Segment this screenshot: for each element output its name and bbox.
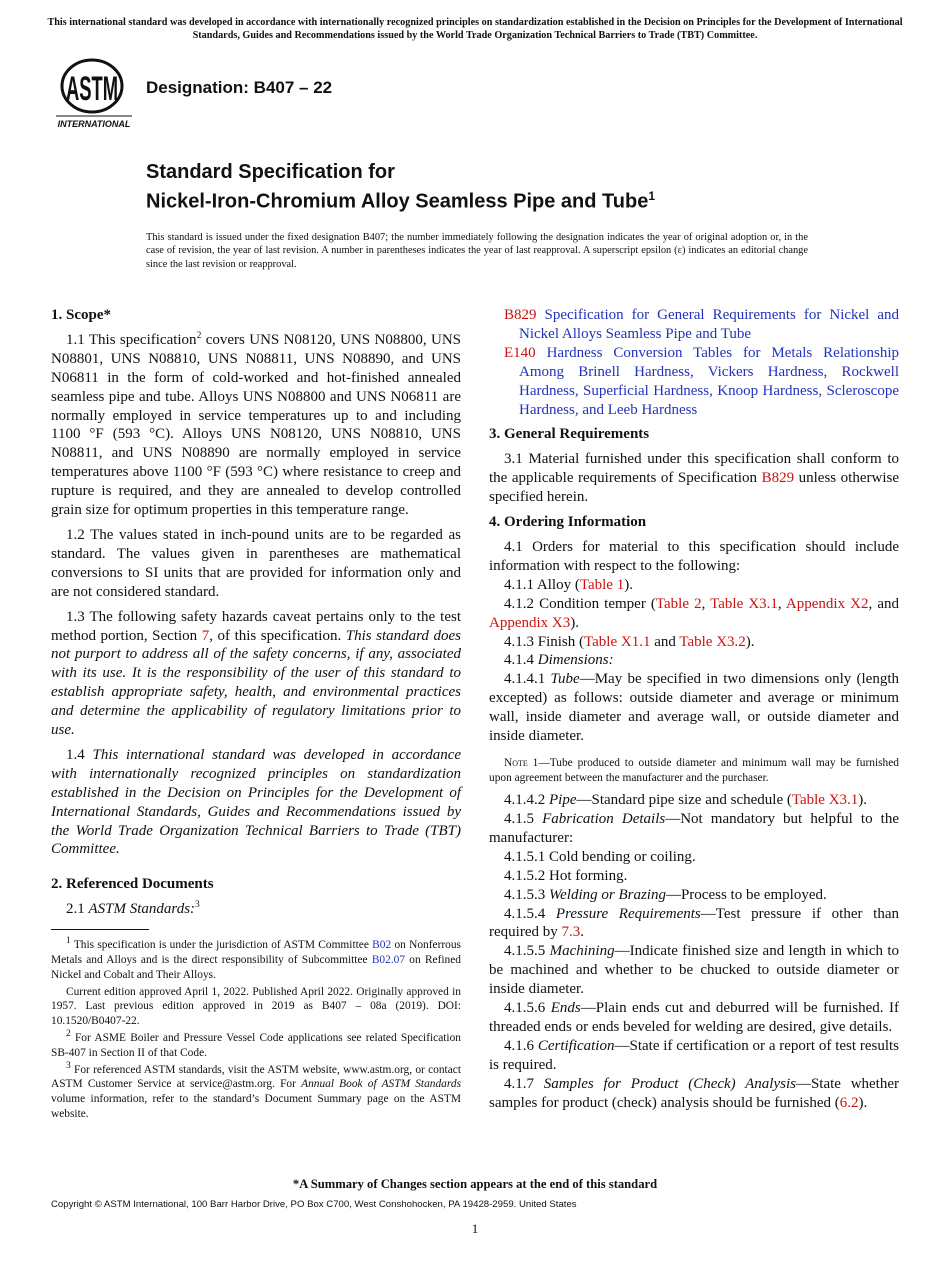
cross-reference-link[interactable]: Table 1 — [579, 576, 625, 593]
cross-reference-link[interactable]: Table X3.2 — [679, 633, 746, 650]
paragraph-4-1-5-4 — [489, 905, 899, 943]
text-run: Pipe — [549, 792, 577, 809]
paragraph-4-1-1 — [489, 576, 899, 595]
text-run: —State if certification or a report of test results is required. — [489, 1037, 899, 1073]
text-run: 4.1.4.2 — [504, 792, 549, 809]
text-run: on Refined Nickel and Cobalt and Their Alloys. — [51, 953, 461, 981]
cross-reference-link[interactable]: 7 — [201, 627, 210, 644]
text-run: ). — [624, 576, 633, 593]
text-run: Tube — [550, 671, 580, 688]
text-run: This international standard was developed in accordance with internationally recognized principles on standardization established in the Decision on Principles for the Development of International Standards, Guides and Recommendations issued by the World Trade Organization Technical Barriers to Trade (TBT) Committee. — [51, 746, 462, 858]
footnote-ref[interactable]: 3 — [195, 900, 200, 911]
text-run: 4.1.5.5 — [504, 943, 550, 960]
text-run: 1.1 This specification — [66, 331, 197, 348]
text-run: Welding or Brazing — [549, 886, 666, 903]
designation: Designation: B407 – 22 — [146, 78, 333, 97]
text-run: on Nonferrous Metals and Alloys and is the direct responsibility of Subcommittee — [51, 939, 461, 966]
text-run: 1.2 The values stated in inch-pound units are to be regarded as standard. The values given in parentheses are mathematical conversions to SI units that are provided for information only and are not considered standard. — [51, 526, 461, 600]
text-run: 1.3 The following safety hazards caveat pertains only to the test method portion, Section — [51, 608, 461, 644]
copyright: Copyright © ASTM International, 100 Barr Harbor Drive, PO Box C700, West Conshohocken, PA 19428-2959. United States — [51, 1199, 577, 1210]
text-run: 4.1.5.1 Cold bending or coiling. — [504, 848, 696, 865]
paragraph-4-1-4-1 — [489, 670, 899, 746]
text-run: ASTM Standards: — [88, 901, 196, 918]
text-run: —Test pressure if other than required by — [489, 905, 899, 941]
paragraph-1-3 — [51, 608, 461, 740]
cross-reference-link[interactable]: E140 — [504, 344, 536, 361]
text-run: For ASME Boiler and Pressure Vessel Code applications see related Specification SB-407 in Section II of that Code. — [51, 1031, 461, 1059]
paragraph-1-1 — [51, 331, 461, 520]
text-run: 4.1 Orders for material to this specification should include information with respect to the following: — [489, 538, 899, 574]
text-run: unless otherwise specified herein. — [489, 470, 899, 506]
footnote-ref[interactable]: 2 — [196, 330, 202, 341]
text-run: —Plain ends cut and deburred will be furnished. If threaded ends or ends beveled for welding are desired, give details. — [489, 1000, 900, 1035]
text-run: , and — [868, 595, 899, 612]
paragraph-4-1-5 — [489, 810, 899, 848]
cross-reference-link[interactable]: Hardness Conversion Tables for Metals Relationship Among Brinell Hardness, Vickers Hardness, Rockwell Hardness, Superficial Hardness, Knoop Hardness, Scleroscope Hardness, and Leeb Hardness — [519, 344, 899, 418]
footnote-ref[interactable]: 2 — [66, 1029, 71, 1040]
text-run: 1—Tube produced to outside diameter and minimum wall may be furnished upon agreement between the manufacturer and the purchaser. — [489, 756, 899, 784]
text-run: Dimensions: — [537, 652, 614, 669]
title-line-1: Standard Specification for — [146, 161, 395, 183]
left-column — [51, 306, 461, 1122]
paragraph-4-1-5-3 — [489, 886, 899, 905]
paragraph-1-4 — [51, 746, 461, 859]
paragraph-4-1-5-6 — [489, 999, 899, 1037]
text-run: For referenced ASTM standards, visit the ASTM website, www.astm.org, or contact ASTM Customer Service at service@astm.org. For — [51, 1063, 461, 1091]
summary-of-changes-notice: *A Summary of Changes section appears at the end of this standard — [292, 1177, 658, 1191]
title-line-2 — [146, 184, 655, 214]
footnote-divider — [51, 929, 149, 930]
paragraph-4-1-5-5 — [489, 942, 899, 999]
text-run: 4.1.3 Finish ( — [504, 633, 585, 650]
astm-logo — [54, 56, 134, 132]
text-run: —Indicate finished size and length in which to be machined and whether to be chucked to outside diameter or inside diameter. — [489, 943, 900, 998]
text-run: 3.1 Material furnished under this specification shall conform to the applicable requirements of Specification — [489, 451, 899, 487]
text-run: ). — [858, 1094, 868, 1111]
text-run: , of this specification. — [209, 627, 346, 644]
text-run: and — [650, 633, 680, 650]
text-run: —May be specified in two dimensions only (length excepted) as follows: outside diameter and average or minimum wall, inside diameter and average wall, or outside diameter and inside diameter. — [489, 671, 899, 745]
cross-reference-link[interactable]: 6.2 — [839, 1094, 859, 1111]
section-heading-ordering-information: 4. Ordering Information — [489, 514, 647, 531]
text-run: Machining — [549, 943, 615, 960]
issuance-statement: This standard is issued under the fixed designation B407; the number immediately following the designation indicates the year of original adoption or, in the case of revision, the year of last revision. A number in parentheses indicates the year of last reapproval. A superscript epsilon (ε) indicates an editorial change since the last revision or reapproval. — [146, 232, 808, 270]
footnote-1 — [51, 938, 461, 982]
text-run: 4.1.1 Alloy ( — [504, 576, 580, 593]
cross-reference-link[interactable]: Table X3.1 — [791, 792, 859, 809]
cross-reference-link[interactable]: Appendix X2 — [785, 595, 869, 612]
title-text: Nickel-Iron-Chromium Alloy Seamless Pipe and Tube — [146, 190, 649, 213]
text-run: ). — [745, 633, 755, 650]
text-run: Ends — [550, 1000, 581, 1017]
note-1 — [489, 756, 899, 785]
paragraph-4-1-4-2 — [489, 791, 899, 810]
text-run: 4.1.5.3 — [504, 886, 549, 903]
text-run: This specification is under the jurisdiction of ASTM Committee — [70, 939, 373, 952]
footnote-3 — [51, 1060, 462, 1122]
text-run: 4.1.4 — [504, 652, 538, 669]
paragraph-4-1-7 — [489, 1075, 899, 1113]
right-column — [489, 306, 899, 1113]
paragraph-4-1-2 — [489, 595, 899, 633]
cross-reference-link[interactable]: B02.07 — [371, 953, 406, 966]
section-heading-referenced-documents: 2. Referenced Documents — [51, 876, 214, 893]
paragraph-4-1 — [489, 538, 899, 576]
paragraph-3-1 — [489, 450, 899, 507]
reference-b829[interactable] — [489, 306, 899, 344]
text-run: Pressure Requirements — [555, 905, 701, 922]
paragraph-4-1-3 — [489, 633, 899, 652]
text-run: —State whether samples for product (check) analysis should be furnished ( — [489, 1075, 900, 1111]
text-run: —Not mandatory but helpful to the manufacturer: — [489, 811, 899, 846]
paragraph-4-1-6 — [489, 1037, 899, 1075]
text-run: 4.1.6 — [504, 1037, 538, 1054]
paragraph-1-2 — [51, 526, 461, 602]
text-run: 2.1 — [66, 901, 89, 918]
text-run: . — [580, 924, 584, 941]
footnote-ref[interactable]: 1 — [66, 936, 71, 947]
header-notice: This international standard was developed in accordance with internationally recognized principles on standardization established in the Decision on Principles for the Development of International Standards, Guides and Recommendations issued by the World Trade Organization Technical Barriers to Trade (TBT) Committee. — [47, 17, 903, 41]
cross-reference-link[interactable]: 7.3 — [561, 924, 581, 941]
text-run: 1.4 — [66, 746, 93, 763]
cross-reference-link[interactable]: Table X3.1 — [710, 595, 778, 612]
svg-text:ASTM: ASTM — [66, 70, 118, 108]
text-run: —Standard pipe size and schedule ( — [576, 792, 792, 809]
cross-reference-link[interactable]: Specification for General Requirements for Nickel and Nickel Alloys Seamless Pipe and Tube — [519, 307, 899, 342]
paragraph-4-1-4 — [489, 651, 899, 670]
text-run: 4.1.5.2 Hot forming. — [504, 867, 628, 884]
text-run: , — [701, 595, 711, 612]
text-run: Samples for Product (Check) Analysis — [543, 1075, 796, 1092]
document-title — [146, 160, 655, 214]
text-run: 4.1.7 — [504, 1075, 544, 1092]
footnote-1-edition — [51, 985, 461, 1029]
cross-reference-link[interactable]: Table 2 — [655, 595, 702, 612]
page-number: 1 — [471, 1221, 479, 1236]
footnote-ref[interactable]: 3 — [66, 1060, 71, 1071]
text-run: Current edition approved April 1, 2022. Published April 2022. Originally approved in 1957. Last previous edition approved in 2019 as B407 – 08a (2019). DOI: 10.1520/B0407-22. — [51, 985, 461, 1028]
footnote-2 — [51, 1031, 461, 1061]
text-run: Fabrication Details — [542, 811, 666, 828]
text-run: Note — [504, 756, 528, 769]
cross-reference-link[interactable]: Appendix X3 — [489, 614, 571, 631]
cross-reference-link[interactable]: B829 — [761, 470, 795, 487]
text-run: —Process to be employed. — [665, 886, 827, 903]
section-heading-scope: 1. Scope* — [51, 307, 111, 323]
text-run: ). — [570, 614, 579, 631]
cross-reference-link[interactable]: B829 — [504, 307, 537, 323]
text-run: Certification — [537, 1037, 615, 1054]
cross-reference-link[interactable]: Table X1.1 — [584, 633, 651, 650]
text-run: ). — [858, 792, 868, 809]
svg-text:INTERNATIONAL: INTERNATIONAL — [57, 119, 131, 129]
text-run: 4.1.4.1 — [504, 671, 551, 688]
text-run: 4.1.5 — [504, 811, 543, 828]
text-run: 4.1.5.6 — [504, 1000, 551, 1017]
cross-reference-link[interactable]: B02 — [372, 939, 392, 952]
text-run: covers UNS N08120, UNS N08800, UNS N08801, UNS N08810, UNS N08811, UNS N08890, and UNS N06811 in the form of cold-worked and hot-finished annealed seamless pipe and tube. Alloys UNS N08800 and UNS N06811 are normally employed in service temperatures up to and including 1100 °F (593 °C). Alloys UNS N08120, UNS N08810, UNS N08811, and UNS N08890 are normally employed in service temperatures above 1100 °F (593 °C) where resistance to creep and rupture is required, and they are annealed to develop controlled grain size for optimum properties in this temperature range. — [51, 331, 461, 519]
text-run: 4.1.2 Condition temper ( — [504, 595, 656, 612]
section-heading-general-requirements: 3. General Requirements — [489, 426, 650, 443]
text-run: Annual Book of ASTM Standards — [301, 1078, 462, 1091]
text-run: volume information, refer to the standard’s Document Summary page on the ASTM website. — [51, 1093, 461, 1120]
paragraph-4-1-5-2 — [489, 867, 899, 886]
text-run: , — [777, 595, 786, 612]
paragraph-2-1 — [51, 900, 461, 919]
text-run: This standard does not purport to address all of the safety concerns, if any, associated with its use. It is the responsibility of the user of this standard to establish appropriate safety, health, and environmental practices and determine the applicability of regulatory limitations prior to use. — [51, 627, 461, 739]
reference-e140[interactable] — [489, 344, 899, 420]
title-footnote-ref[interactable]: 1 — [648, 189, 656, 203]
paragraph-4-1-5-1 — [489, 848, 899, 867]
text-run: 4.1.5.4 — [504, 905, 556, 922]
